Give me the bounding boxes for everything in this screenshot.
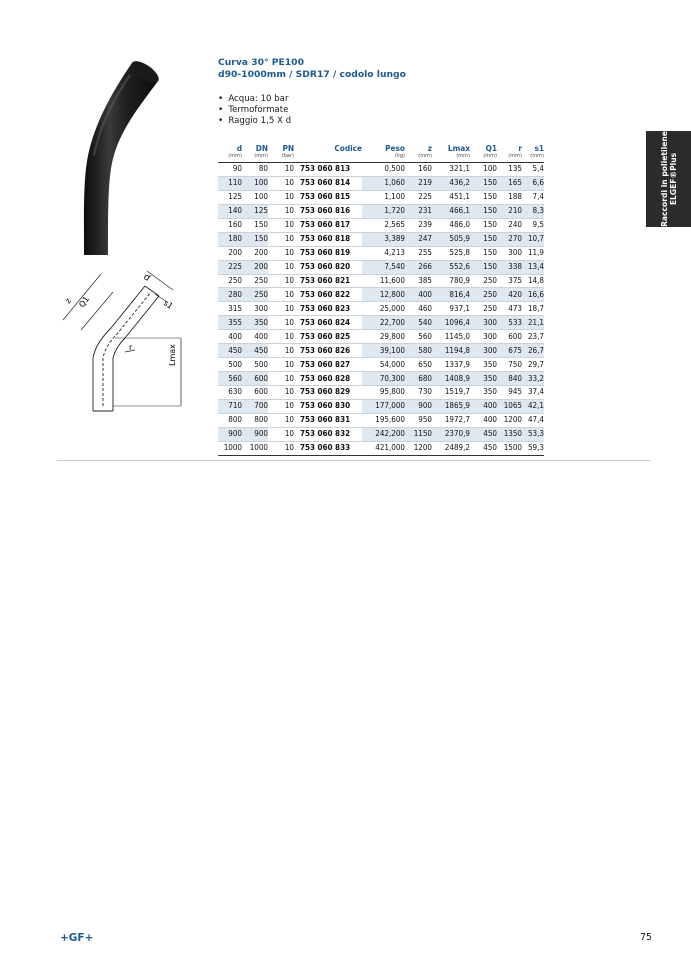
cell-d: 500 [218, 358, 242, 372]
cell-dn: 150 [242, 232, 268, 246]
cell-s1: 23,7 [522, 330, 544, 344]
cell-d: 560 [218, 372, 242, 386]
cell-pn: 10 [268, 358, 294, 372]
cell-pn: 10 [268, 260, 294, 274]
table-row [218, 176, 544, 190]
cell-s1: 21,1 [522, 316, 544, 330]
cell-pn: 10 [268, 344, 294, 358]
cell-codice: 753 060 819 [294, 246, 362, 260]
cell-lmax: 552,6 [432, 260, 470, 274]
cell-s1: 18,7 [522, 302, 544, 316]
cell-q1: 300 [470, 344, 497, 358]
table-row [218, 163, 544, 177]
cell-z: 231 [405, 204, 432, 218]
pipe-bend-photo [50, 55, 170, 260]
cell-s1: 42,1 [522, 399, 544, 413]
cell-peso: 1,060 [362, 176, 405, 190]
section-divider [57, 460, 650, 461]
table-row [218, 372, 544, 386]
cell-z: 730 [405, 386, 432, 400]
product-title [218, 57, 406, 81]
cell-r: 675 [497, 344, 522, 358]
cell-r: 210 [497, 204, 522, 218]
column-unit-lmax: (mm) [432, 153, 470, 163]
cell-lmax: 1096,4 [432, 316, 470, 330]
cell-pn: 10 [268, 316, 294, 330]
cell-peso: 195,600 [362, 413, 405, 427]
cell-lmax: 2370,9 [432, 427, 470, 441]
cell-dn: 600 [242, 386, 268, 400]
cell-codice: 753 060 832 [294, 427, 362, 441]
cell-lmax: 1865,9 [432, 399, 470, 413]
cell-q1: 250 [470, 302, 497, 316]
cell-codice: 753 060 829 [294, 386, 362, 400]
table-row [218, 386, 544, 400]
cell-z: 680 [405, 372, 432, 386]
cell-r: 1350 [497, 427, 522, 441]
product-title-line1: Curva 30° PE100 [218, 57, 304, 68]
table-row [218, 344, 544, 358]
cell-codice: 753 060 827 [294, 358, 362, 372]
cell-pn: 10 [268, 399, 294, 413]
cell-peso: 95,800 [362, 386, 405, 400]
column-header-pn: PN [282, 143, 294, 153]
cell-d: 200 [218, 246, 242, 260]
cell-r: 300 [497, 246, 522, 260]
cell-z: 239 [405, 218, 432, 232]
column-header-dn: DN [255, 143, 268, 153]
section-side-tab [646, 131, 691, 227]
cell-codice: 753 060 814 [294, 176, 362, 190]
column-header-peso: Peso [385, 143, 405, 153]
column-unit-dn: (mm) [242, 153, 268, 163]
cell-codice: 753 060 816 [294, 204, 362, 218]
cell-r: 135 [497, 163, 522, 177]
cell-peso: 12,800 [362, 288, 405, 302]
cell-peso: 4,213 [362, 246, 405, 260]
cell-z: 580 [405, 344, 432, 358]
cell-dn: 300 [242, 302, 268, 316]
table-body [218, 163, 544, 456]
cell-s1: 13,4 [522, 260, 544, 274]
cell-dn: 400 [242, 330, 268, 344]
cell-z: 1150 [405, 427, 432, 441]
feature-item: • Termoformate [218, 105, 291, 116]
cell-peso: 7,540 [362, 260, 405, 274]
column-unit-z: (mm) [405, 153, 432, 163]
cell-codice: 753 060 822 [294, 288, 362, 302]
cell-z: 540 [405, 316, 432, 330]
cell-r: 945 [497, 386, 522, 400]
cell-d: 140 [218, 204, 242, 218]
cell-dn: 800 [242, 413, 268, 427]
drawing-label-d: d [141, 272, 152, 284]
cell-r: 1500 [497, 441, 522, 455]
table-row [218, 427, 544, 441]
cell-peso: 1,100 [362, 190, 405, 204]
table-row [218, 288, 544, 302]
cell-d: 315 [218, 302, 242, 316]
cell-pn: 10 [268, 386, 294, 400]
cell-lmax: 1337,9 [432, 358, 470, 372]
cell-s1: 33,2 [522, 372, 544, 386]
cell-pn: 10 [268, 190, 294, 204]
feature-list [218, 94, 291, 127]
cell-codice: 753 060 817 [294, 218, 362, 232]
cell-z: 219 [405, 176, 432, 190]
cell-d: 180 [218, 232, 242, 246]
cell-codice: 753 060 825 [294, 330, 362, 344]
cell-s1: 11,9 [522, 246, 544, 260]
cell-s1: 14,8 [522, 274, 544, 288]
cell-d: 160 [218, 218, 242, 232]
cell-dn: 500 [242, 358, 268, 372]
cell-s1: 37,4 [522, 386, 544, 400]
cell-q1: 300 [470, 316, 497, 330]
cell-s1: 6,6 [522, 176, 544, 190]
cell-pn: 10 [268, 163, 294, 177]
cell-lmax: 451,1 [432, 190, 470, 204]
cell-r: 600 [497, 330, 522, 344]
cell-pn: 10 [268, 204, 294, 218]
cell-r: 240 [497, 218, 522, 232]
cell-d: 110 [218, 176, 242, 190]
table-row [218, 246, 544, 260]
table-units-row [218, 153, 544, 163]
table-row [218, 330, 544, 344]
table-row [218, 358, 544, 372]
cell-d: 800 [218, 413, 242, 427]
cell-q1: 250 [470, 274, 497, 288]
cell-peso: 22,700 [362, 316, 405, 330]
side-tab-line1: Raccordi in polietilene [659, 131, 669, 227]
cell-s1: 7,4 [522, 190, 544, 204]
column-header-q1: Q1 [485, 143, 497, 153]
cell-lmax: 816,4 [432, 288, 470, 302]
cell-q1: 150 [470, 260, 497, 274]
column-header-s1: s1 [534, 143, 544, 153]
cell-d: 630 [218, 386, 242, 400]
table-row [218, 190, 544, 204]
cell-peso: 1,720 [362, 204, 405, 218]
cell-codice: 753 060 823 [294, 302, 362, 316]
cell-q1: 400 [470, 413, 497, 427]
cell-z: 247 [405, 232, 432, 246]
cell-dn: 200 [242, 246, 268, 260]
drawing-label-z: z [63, 296, 74, 306]
cell-pn: 10 [268, 218, 294, 232]
cell-codice: 753 060 831 [294, 413, 362, 427]
column-header-d: d [236, 143, 242, 153]
cell-r: 533 [497, 316, 522, 330]
cell-dn: 100 [242, 190, 268, 204]
column-header-codice: Codice [334, 143, 362, 153]
cell-lmax: 1519,7 [432, 386, 470, 400]
cell-pn: 10 [268, 274, 294, 288]
cell-s1: 47,4 [522, 413, 544, 427]
cell-q1: 150 [470, 232, 497, 246]
cell-peso: 3,389 [362, 232, 405, 246]
cell-s1: 53,3 [522, 427, 544, 441]
cell-z: 560 [405, 330, 432, 344]
column-header-r: r [518, 143, 522, 153]
cell-dn: 250 [242, 274, 268, 288]
cell-codice: 753 060 820 [294, 260, 362, 274]
cell-peso: 39,100 [362, 344, 405, 358]
column-header-lmax: Lmax [447, 143, 470, 153]
table-row [218, 441, 544, 455]
cell-d: 250 [218, 274, 242, 288]
cell-codice: 753 060 815 [294, 190, 362, 204]
cell-q1: 450 [470, 441, 497, 455]
cell-s1: 29,7 [522, 358, 544, 372]
cell-r: 840 [497, 372, 522, 386]
cell-q1: 300 [470, 330, 497, 344]
column-header-z: z [427, 143, 432, 153]
column-unit-q1: (mm) [470, 153, 497, 163]
cell-peso: 421,000 [362, 441, 405, 455]
cell-z: 255 [405, 246, 432, 260]
cell-dn: 200 [242, 260, 268, 274]
cell-peso: 0,500 [362, 163, 405, 177]
column-unit-codice [294, 153, 362, 163]
cell-dn: 100 [242, 176, 268, 190]
cell-codice: 753 060 824 [294, 316, 362, 330]
cell-lmax: 486,0 [432, 218, 470, 232]
cell-s1: 8,3 [522, 204, 544, 218]
cell-q1: 150 [470, 218, 497, 232]
cell-dn: 350 [242, 316, 268, 330]
cell-r: 473 [497, 302, 522, 316]
column-unit-s1: (mm) [522, 153, 544, 163]
cell-q1: 350 [470, 372, 497, 386]
cell-z: 160 [405, 163, 432, 177]
cell-r: 375 [497, 274, 522, 288]
cell-peso: 70,300 [362, 372, 405, 386]
cell-q1: 350 [470, 358, 497, 372]
cell-dn: 600 [242, 372, 268, 386]
cell-z: 650 [405, 358, 432, 372]
cell-q1: 150 [470, 176, 497, 190]
cell-codice: 753 060 818 [294, 232, 362, 246]
cell-d: 1000 [218, 441, 242, 455]
feature-item: • Raggio 1,5 X d [218, 116, 291, 127]
cell-q1: 350 [470, 386, 497, 400]
cell-s1: 10,7 [522, 232, 544, 246]
column-unit-d: (mm) [218, 153, 242, 163]
gf-logo: +GF+ [60, 932, 94, 944]
cell-pn: 10 [268, 441, 294, 455]
cell-codice: 753 060 826 [294, 344, 362, 358]
cell-z: 900 [405, 399, 432, 413]
cell-dn: 450 [242, 344, 268, 358]
cell-dn: 80 [242, 163, 268, 177]
table-row [218, 413, 544, 427]
drawing-label-r: r [129, 343, 133, 352]
cell-codice: 753 060 833 [294, 441, 362, 455]
cell-q1: 100 [470, 163, 497, 177]
table-row [218, 399, 544, 413]
cell-lmax: 2489,2 [432, 441, 470, 455]
cell-d: 355 [218, 316, 242, 330]
feature-item: • Acqua: 10 bar [218, 94, 291, 105]
table-row [218, 218, 544, 232]
drawing-label-lmax: Lmax [168, 344, 177, 366]
cell-peso: 29,800 [362, 330, 405, 344]
specification-table [218, 142, 544, 456]
page-number: 75 [640, 932, 653, 943]
side-tab-line2: ELGEF®Plus [668, 152, 678, 206]
cell-d: 225 [218, 260, 242, 274]
cell-q1: 150 [470, 190, 497, 204]
cell-pn: 10 [268, 176, 294, 190]
cell-peso: 54,000 [362, 358, 405, 372]
cell-pn: 10 [268, 372, 294, 386]
product-title-line2: d90-1000mm / SDR17 / codolo lungo [218, 69, 406, 80]
cell-d: 900 [218, 427, 242, 441]
cell-codice: 753 060 813 [294, 163, 362, 177]
cell-s1: 16,6 [522, 288, 544, 302]
cell-codice: 753 060 828 [294, 372, 362, 386]
cell-lmax: 1194,8 [432, 344, 470, 358]
cell-r: 750 [497, 358, 522, 372]
cell-pn: 10 [268, 413, 294, 427]
table-header-row [218, 142, 544, 153]
cell-r: 188 [497, 190, 522, 204]
cell-lmax: 1408,9 [432, 372, 470, 386]
cell-lmax: 1145,0 [432, 330, 470, 344]
cell-d: 280 [218, 288, 242, 302]
cell-d: 450 [218, 344, 242, 358]
cell-z: 1200 [405, 441, 432, 455]
cell-lmax: 436,2 [432, 176, 470, 190]
technical-drawing [55, 266, 195, 416]
cell-s1: 59,3 [522, 441, 544, 455]
cell-d: 125 [218, 190, 242, 204]
cell-codice: 753 060 830 [294, 399, 362, 413]
table-row [218, 204, 544, 218]
table-row [218, 316, 544, 330]
cell-dn: 1000 [242, 441, 268, 455]
cell-pn: 10 [268, 232, 294, 246]
cell-q1: 450 [470, 427, 497, 441]
cell-z: 460 [405, 302, 432, 316]
cell-r: 1200 [497, 413, 522, 427]
table-row [218, 274, 544, 288]
cell-pn: 10 [268, 427, 294, 441]
cell-dn: 250 [242, 288, 268, 302]
cell-q1: 250 [470, 288, 497, 302]
table-row [218, 302, 544, 316]
cell-z: 225 [405, 190, 432, 204]
drawing-label-q1: Q1 [77, 294, 92, 310]
cell-s1: 26,7 [522, 344, 544, 358]
cell-z: 400 [405, 288, 432, 302]
cell-pn: 10 [268, 288, 294, 302]
cell-codice: 753 060 821 [294, 274, 362, 288]
cell-r: 338 [497, 260, 522, 274]
cell-pn: 10 [268, 330, 294, 344]
column-unit-pn: (bar) [268, 153, 294, 163]
cell-dn: 900 [242, 427, 268, 441]
column-unit-r: (mm) [497, 153, 522, 163]
cell-s1: 5,4 [522, 163, 544, 177]
cell-peso: 177,000 [362, 399, 405, 413]
cell-z: 950 [405, 413, 432, 427]
column-unit-peso: (kg) [362, 153, 405, 163]
cell-lmax: 525,8 [432, 246, 470, 260]
cell-peso: 11,600 [362, 274, 405, 288]
cell-pn: 10 [268, 246, 294, 260]
cell-lmax: 937,1 [432, 302, 470, 316]
cell-dn: 125 [242, 204, 268, 218]
drawing-label-s1: s1 [161, 298, 175, 311]
cell-lmax: 780,9 [432, 274, 470, 288]
cell-peso: 242,200 [362, 427, 405, 441]
cell-q1: 150 [470, 246, 497, 260]
table-row [218, 232, 544, 246]
cell-d: 710 [218, 399, 242, 413]
cell-z: 266 [405, 260, 432, 274]
cell-pn: 10 [268, 302, 294, 316]
cell-dn: 700 [242, 399, 268, 413]
cell-q1: 150 [470, 204, 497, 218]
cell-lmax: 466,1 [432, 204, 470, 218]
cell-d: 90 [218, 163, 242, 177]
table-row [218, 260, 544, 274]
cell-s1: 9,5 [522, 218, 544, 232]
cell-r: 270 [497, 232, 522, 246]
cell-r: 165 [497, 176, 522, 190]
cell-d: 400 [218, 330, 242, 344]
cell-r: 420 [497, 288, 522, 302]
cell-z: 385 [405, 274, 432, 288]
cell-lmax: 1972,7 [432, 413, 470, 427]
cell-peso: 2,565 [362, 218, 405, 232]
cell-lmax: 321,1 [432, 163, 470, 177]
cell-peso: 25,000 [362, 302, 405, 316]
cell-r: 1065 [497, 399, 522, 413]
cell-lmax: 505,9 [432, 232, 470, 246]
cell-q1: 400 [470, 399, 497, 413]
cell-dn: 150 [242, 218, 268, 232]
